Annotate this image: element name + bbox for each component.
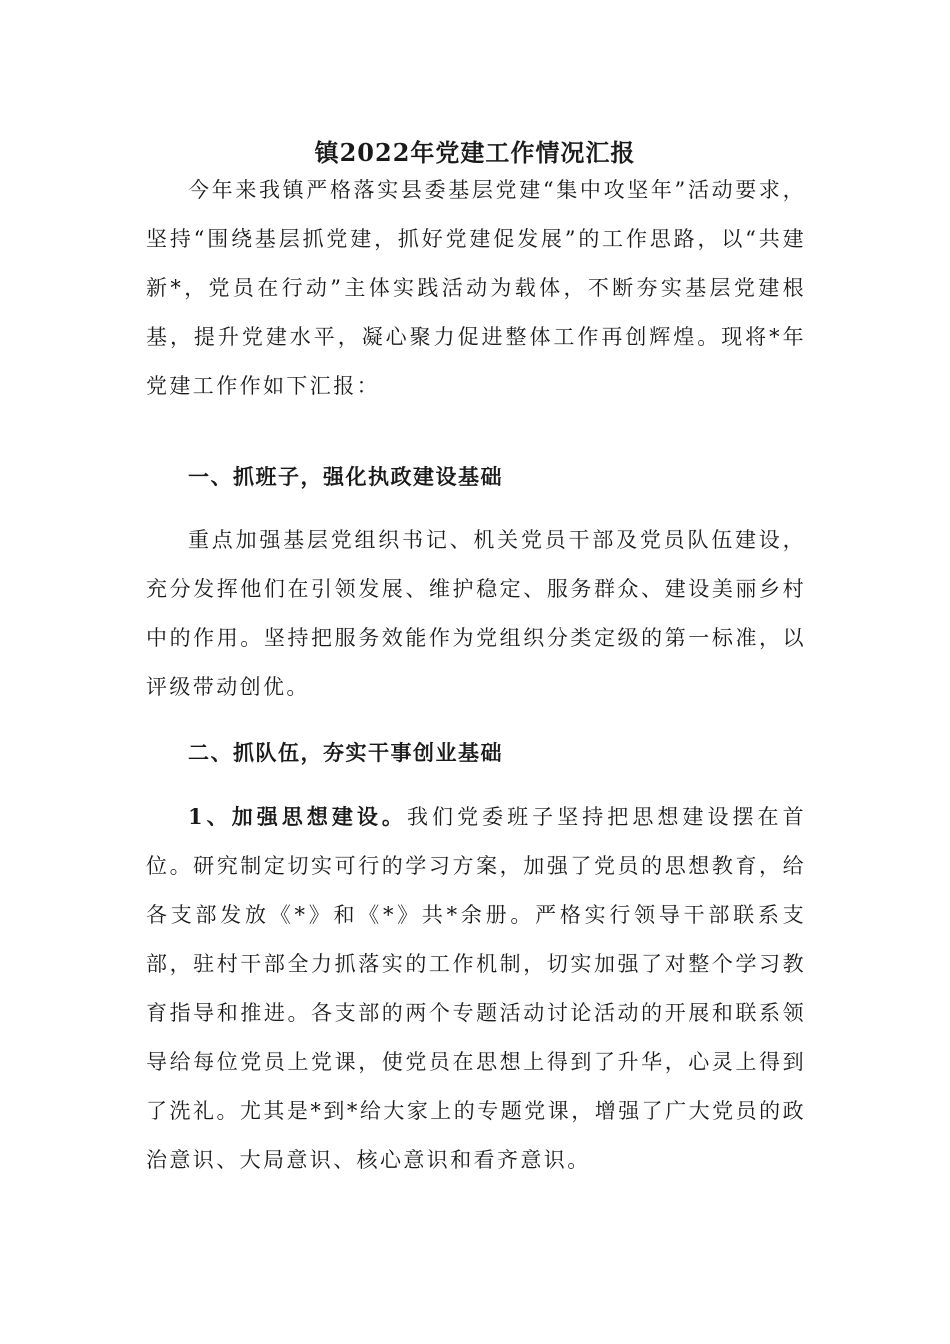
section-1-paragraph: 重点加强基层党组织书记、机关党员干部及党员队伍建设，充分发挥他们在引领发展、维护稳定、服务群众、建设美丽乡村中的作用。坚持把服务效能作为党组织分类定级的第一标准，以评级带动创优。 [146, 528, 806, 699]
section-heading-2: 二、抓队伍，夯实干事创业基础 [188, 740, 503, 765]
item-1-body: 我们党委班子坚持把思想建设摆在首位。研究制定切实可行的学习方案，加强了党员的思想教育，给各支部发放《*》和《*》共*余册。严格实行领导干部联系支部，驻村干部全力抓落实的工作机制，切实加强了对整个学习教育指导和推进。各支部的两个专题活动讨论活动的开展和联系领导给每位党员上党课，使党员在思想上得到了升华，心灵上得到了洗礼。尤其是*到*给大家上的专题党课，增强了广大党员的政治意识、大局意识、核心意识和看齐意识。 [146, 805, 806, 1172]
section-heading-1: 一、抓班子，强化执政建设基础 [188, 464, 503, 489]
section-2-item-1-paragraph [146, 792, 806, 1185]
item-1-lead: 1、加强思想建设。 [188, 804, 407, 829]
page-title: 镇2022年党建工作情况汇报 [314, 138, 636, 167]
intro-paragraph: 今年来我镇严格落实县委基层党建“集中攻坚年”活动要求，坚持“围绕基层抓党建，抓好党建促发展”的工作思路，以“共建新*，党员在行动”主体实践活动为载体，不断夯实基层党建根基，提升党建水平，凝心聚力促进整体工作再创辉煌。现将*年党建工作作如下汇报： [146, 178, 806, 398]
